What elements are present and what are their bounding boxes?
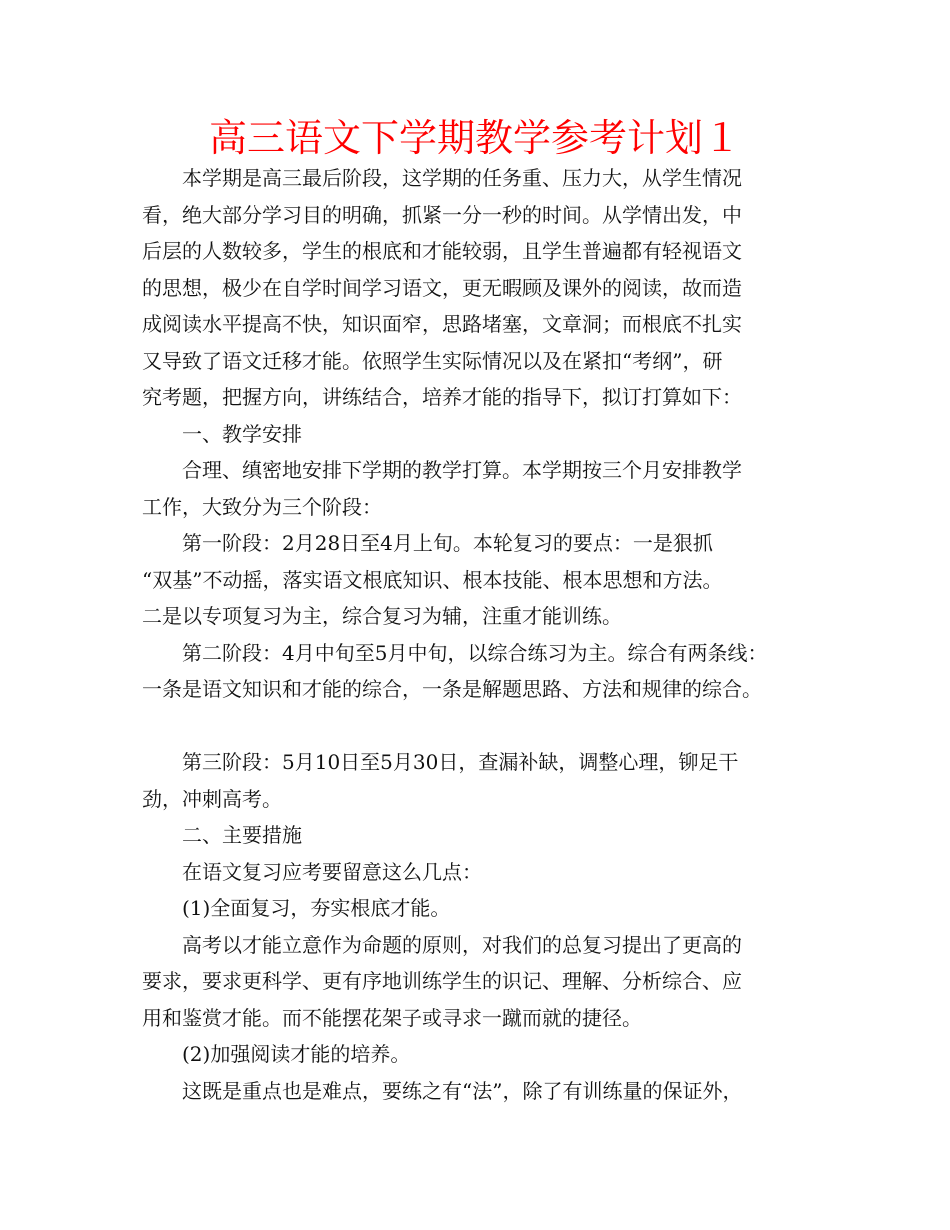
text-line: 合理、缜密地安排下学期的教学打算。本学期按三个月安排教学 bbox=[182, 458, 742, 482]
text-line: 高考以才能立意作为命题的原则，对我们的总复习提出了更高的 bbox=[182, 932, 742, 957]
section-heading-main-measures bbox=[142, 817, 812, 854]
text-line: 一、教学安排 bbox=[182, 421, 302, 446]
text-line: 看，绝大部分学习目的明确，抓紧一分一秒的时间。从学情出发，中 bbox=[142, 202, 742, 227]
text-line: 又导致了语文迁移才能。依照学生实际情况以及在紧扣“考纲”，研 bbox=[142, 348, 723, 373]
text-line: 二、主要措施 bbox=[182, 823, 302, 847]
list-item-comprehensive-review bbox=[142, 890, 812, 927]
text-line: 用和鉴赏才能。而不能摆花架子或寻求一蹴而就的捷径。 bbox=[142, 1005, 642, 1030]
section-heading-teaching-arrangement bbox=[142, 416, 812, 453]
text-line: (2)加强阅读才能的培养。 bbox=[182, 1042, 411, 1066]
text-line: 要求，要求更科学、更有序地训练学生的识记、理解、分析综合、应 bbox=[142, 969, 742, 993]
text-line: 成阅读水平提高不快，知识面窄，思路堵塞，文章洞；而根底不扎实 bbox=[142, 312, 742, 336]
text-line: 一条是语文知识和才能的综合，一条是解题思路、方法和规律的综合。 bbox=[142, 677, 762, 701]
text-line: 在语文复习应考要留意这么几点： bbox=[182, 859, 482, 884]
text-line: 这既是重点也是难点，要练之有“法”，除了有训练量的保证外， bbox=[182, 1078, 743, 1103]
paragraph-arrangement bbox=[142, 452, 812, 525]
text-line: 本学期是高三最后阶段，这学期的任务重、压力大，从学生情况 bbox=[182, 166, 742, 190]
paragraph-reading-method bbox=[142, 1073, 812, 1110]
paragraph-stage-two bbox=[142, 635, 812, 708]
paragraph-notes bbox=[142, 854, 812, 891]
text-line: 二是以专项复习为主，综合复习为辅，注重才能训练。 bbox=[142, 604, 622, 628]
paragraph-stage-one bbox=[142, 525, 812, 635]
document-title: 高三语文下学期教学参考计划１ bbox=[208, 116, 741, 160]
paragraph-stage-three bbox=[142, 744, 812, 817]
text-line: (1)全面复习，夯实根底才能。 bbox=[182, 896, 451, 920]
text-line: 究考题，把握方向，讲练结合，培养才能的指导下，拟订打算如下： bbox=[142, 385, 742, 409]
text-line: 第一阶段：2月28日至4月上旬。本轮复习的要点：一是狠抓 bbox=[182, 531, 713, 555]
text-line: 后层的人数较多，学生的根底和才能较弱，且学生普遍都有轻视语文 bbox=[142, 239, 742, 263]
paragraph-intro bbox=[142, 160, 812, 416]
text-line: 第三阶段：5月10日至5月30日，查漏补缺，调整心理，铆足干 bbox=[182, 750, 739, 774]
text-line: 工作，大致分为三个阶段： bbox=[142, 494, 382, 519]
document-body bbox=[142, 160, 812, 1109]
blank-line bbox=[142, 708, 812, 745]
text-line: 的思想，极少在自学时间学习语文，更无暇顾及课外的阅读，故而造 bbox=[142, 275, 742, 300]
list-item-reading-ability bbox=[142, 1036, 812, 1073]
text-line: “双基”不动摇，落实语文根底知识、根本技能、根本思想和方法。 bbox=[142, 567, 723, 592]
text-line: 劲，冲刺高考。 bbox=[142, 786, 282, 811]
paragraph-ability-focus bbox=[142, 927, 812, 1037]
text-line: 第二阶段：4月中旬至5月中旬，以综合练习为主。综合有两条线： bbox=[182, 640, 768, 665]
